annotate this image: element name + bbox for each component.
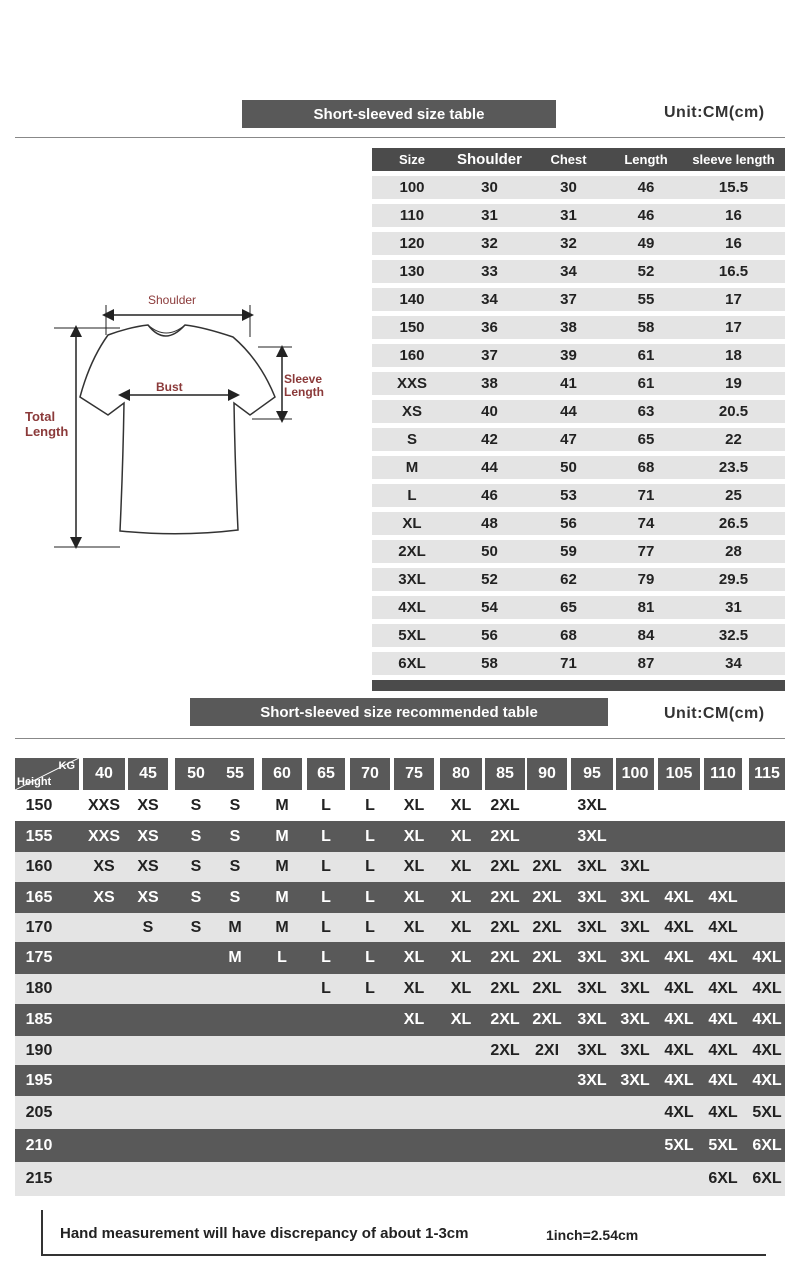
size-table-cell: 18 xyxy=(725,347,742,364)
recommended-size-cell: 2XL xyxy=(490,828,520,845)
size-table-cell: 50 xyxy=(560,459,577,476)
recommended-size-cell: 3XL xyxy=(577,949,607,966)
table-row xyxy=(15,1065,785,1096)
size-table-header-cell: Size xyxy=(398,152,425,167)
weight-header-cell: 70 xyxy=(350,758,390,790)
recommended-size-cell: XS xyxy=(137,858,159,875)
recommended-size-cell: 4XL xyxy=(708,889,738,906)
size-table-cell: 50 xyxy=(481,543,498,560)
table-row xyxy=(372,400,785,423)
recommended-size-cell: XS xyxy=(137,828,159,845)
recommended-size-cell: XL xyxy=(450,858,472,875)
total-length-label xyxy=(25,409,68,439)
height-label: 205 xyxy=(25,1104,53,1121)
recommended-size-cell: 3XL xyxy=(577,919,607,936)
weight-header-cell: 50 xyxy=(175,758,217,790)
table-row xyxy=(15,794,785,818)
size-table-cell: 160 xyxy=(399,347,425,364)
size-table-header-cell: Length xyxy=(624,152,668,167)
table-row xyxy=(15,942,785,974)
weight-header-cell: 45 xyxy=(128,758,168,790)
table-row xyxy=(372,428,785,451)
size-table-cell: 62 xyxy=(560,571,577,588)
size-table-cell: 32 xyxy=(560,235,577,252)
table-row xyxy=(372,484,785,507)
recommended-size-cell: 3XL xyxy=(620,1072,650,1089)
table-row xyxy=(15,821,785,852)
size-table-cell: 34 xyxy=(481,291,498,308)
size-table-cell: S xyxy=(406,431,417,448)
height-label: 165 xyxy=(25,889,53,906)
recommended-size-cell: 4XL xyxy=(708,919,738,936)
total-label-line2: Length xyxy=(25,424,69,439)
size-table-cell: 150 xyxy=(399,319,425,336)
recommended-size-cell: S xyxy=(229,828,241,845)
size-table-cell: 48 xyxy=(481,515,498,532)
size-table-cell: 25 xyxy=(725,487,742,504)
height-label: 195 xyxy=(25,1072,53,1089)
recommended-size-cell: 2XL xyxy=(532,858,562,875)
recommended-size-cell: 3XL xyxy=(620,919,650,936)
recommended-size-cell: L xyxy=(277,949,287,966)
height-label: 170 xyxy=(25,919,53,936)
recommended-size-cell: 4XL xyxy=(708,1072,738,1089)
size-table-cell: XXS xyxy=(396,375,427,392)
size-table-cell: 34 xyxy=(725,655,742,672)
recommended-size-cell: 4XL xyxy=(664,1072,694,1089)
recommended-size-cell: 4XL xyxy=(752,980,782,997)
recommended-size-cell: 4XL xyxy=(708,1011,738,1028)
size-table-cell: 110 xyxy=(399,207,425,224)
size-table-cell: 81 xyxy=(637,599,655,616)
size-table-cell: 54 xyxy=(481,599,498,616)
size-table-cell: 38 xyxy=(560,319,577,336)
recommended-size-cell: XS xyxy=(93,858,115,875)
tshirt-diagram xyxy=(20,285,340,565)
size-table-cell: 31 xyxy=(560,207,577,224)
size-table-cell: 36 xyxy=(481,319,498,336)
size-table-cell: 46 xyxy=(637,207,655,224)
weight-header-cell: 100 xyxy=(616,758,654,790)
size-table-cell: 52 xyxy=(481,571,498,588)
size-table-cell: 34 xyxy=(560,263,577,280)
table-row xyxy=(15,1096,785,1129)
weight-header-cell: 60 xyxy=(262,758,302,790)
size-table-cell: 4XL xyxy=(398,599,426,616)
size-table-cell: 55 xyxy=(637,291,655,308)
height-label: 185 xyxy=(25,1011,53,1028)
recommended-size-cell: S xyxy=(190,919,202,936)
size-table-cell: 22 xyxy=(725,431,742,448)
size-table xyxy=(372,148,785,691)
recommended-size-cell: 2XL xyxy=(532,919,562,936)
table-row xyxy=(372,568,785,591)
table-row xyxy=(15,1004,785,1036)
size-table-cell: 29.5 xyxy=(718,571,749,588)
recommended-size-cell: 6XL xyxy=(752,1137,782,1154)
size-table-cell: 71 xyxy=(560,655,577,672)
recommended-size-cell: 2XL xyxy=(490,858,520,875)
recommended-size-cell: 4XL xyxy=(708,980,738,997)
table-row xyxy=(372,176,785,199)
recommended-size-cell: 6XL xyxy=(708,1170,738,1187)
size-table-unit: Unit:CM(cm) xyxy=(664,104,765,121)
size-table-header-cell: sleeve length xyxy=(692,152,775,167)
size-table-cell: 3XL xyxy=(398,571,426,588)
recommended-size-cell: M xyxy=(228,949,242,966)
weight-header-cell: 95 xyxy=(571,758,613,790)
recommended-size-cell: L xyxy=(321,919,331,936)
table-row xyxy=(372,624,785,647)
recommended-size-cell: 6XL xyxy=(752,1170,782,1187)
table-row xyxy=(15,974,785,1004)
table-row xyxy=(372,288,785,311)
recommended-size-cell: 3XL xyxy=(620,980,650,997)
size-table-cell: 87 xyxy=(637,655,655,672)
recommended-size-cell: 4XL xyxy=(664,949,694,966)
recommended-size-cell: XS xyxy=(137,797,159,814)
recommended-size-cell: L xyxy=(321,949,331,966)
recommended-size-cell: L xyxy=(321,828,331,845)
size-table-cell: 28 xyxy=(725,543,742,560)
recommend-table-title: Short-sleeved size recommended table xyxy=(190,698,608,726)
recommended-size-cell: S xyxy=(229,797,241,814)
recommended-size-cell: M xyxy=(275,828,289,845)
size-table-cell: 59 xyxy=(560,543,577,560)
size-table-cell: XS xyxy=(401,403,422,420)
size-table-cell: 16.5 xyxy=(718,263,749,280)
recommended-size-cell: L xyxy=(321,858,331,875)
recommended-size-cell: 2XL xyxy=(532,949,562,966)
recommended-size-cell: 4XL xyxy=(752,1072,782,1089)
corner-height-label: Height xyxy=(17,776,52,788)
recommended-size-cell: 5XL xyxy=(752,1104,782,1121)
size-table-cell: 31 xyxy=(481,207,498,224)
recommended-size-cell: XL xyxy=(403,797,425,814)
size-table-cell: 31 xyxy=(725,599,742,616)
size-table-cell: 68 xyxy=(637,459,655,476)
sleeve-label-line2: Length xyxy=(284,385,324,399)
height-label: 155 xyxy=(25,828,53,845)
size-table-cell: L xyxy=(407,487,417,504)
recommended-size-cell: 4XL xyxy=(664,1042,694,1059)
table-corner-cell xyxy=(15,758,79,790)
recommended-size-cell: 4XL xyxy=(664,889,694,906)
size-table-cell: 56 xyxy=(481,627,498,644)
recommended-size-cell: 4XL xyxy=(752,1042,782,1059)
size-table-cell: 79 xyxy=(637,571,655,588)
table-row xyxy=(372,512,785,535)
recommended-size-cell: XL xyxy=(403,980,425,997)
size-table-cell: 100 xyxy=(399,179,425,196)
size-table-cell: 23.5 xyxy=(718,459,749,476)
recommended-size-cell: 2XL xyxy=(490,889,520,906)
size-table-cell: 37 xyxy=(560,291,577,308)
inch-conversion-note: 1inch=2.54cm xyxy=(546,1227,639,1243)
size-table-cell: 58 xyxy=(481,655,498,672)
recommended-size-cell: L xyxy=(365,828,375,845)
sleeve-label-line1: Sleeve xyxy=(284,372,323,386)
recommended-size-cell: S xyxy=(229,858,241,875)
recommended-size-cell: 3XL xyxy=(577,980,607,997)
recommended-size-cell: 3XL xyxy=(577,1011,607,1028)
size-table-cell: 44 xyxy=(481,459,498,476)
recommended-size-cell: M xyxy=(275,919,289,936)
recommended-size-cell: L xyxy=(321,889,331,906)
size-table-cell: 32.5 xyxy=(718,627,749,644)
recommended-size-cell: 2XL xyxy=(532,980,562,997)
recommended-size-cell: M xyxy=(228,919,242,936)
size-table-title: Short-sleeved size table xyxy=(242,100,556,128)
size-table-cell: 46 xyxy=(481,487,498,504)
recommended-size-cell: 3XL xyxy=(577,1072,607,1089)
recommended-size-cell: L xyxy=(321,797,331,814)
size-table-cell: 56 xyxy=(560,515,577,532)
recommended-size-cell: XL xyxy=(403,919,425,936)
measurement-note: Hand measurement will have discrepancy of about 1-3cm xyxy=(60,1225,469,1242)
recommended-size-cell: XXS xyxy=(87,828,121,845)
recommended-size-cell: 4XL xyxy=(664,1011,694,1028)
table-row xyxy=(372,456,785,479)
recommended-size-cell: 2XL xyxy=(490,980,520,997)
size-table-cell: 19 xyxy=(725,375,742,392)
size-table-cell: 61 xyxy=(637,375,655,392)
table-row xyxy=(372,232,785,255)
shoulder-label: Shoulder xyxy=(148,293,197,307)
recommended-size-cell: XL xyxy=(450,980,472,997)
recommended-size-cell: XL xyxy=(403,828,425,845)
size-table-cell: 49 xyxy=(637,235,655,252)
recommended-size-cell: 2XL xyxy=(490,797,520,814)
weight-header-cell: 90 xyxy=(527,758,567,790)
recommended-size-cell: S xyxy=(190,828,202,845)
size-table-cell: 74 xyxy=(637,515,655,532)
recommended-size-cell: 2XL xyxy=(532,889,562,906)
recommended-size-cell: L xyxy=(365,919,375,936)
table-row xyxy=(15,1036,785,1065)
recommended-size-cell: 4XL xyxy=(708,1104,738,1121)
size-table-cell: 58 xyxy=(637,319,655,336)
recommended-size-cell: 3XL xyxy=(577,797,607,814)
recommended-size-cell: 3XL xyxy=(577,858,607,875)
size-table-cell: 16 xyxy=(725,235,742,252)
recommended-size-cell: 3XL xyxy=(577,889,607,906)
size-table-cell: XL xyxy=(402,515,422,532)
size-table-cell: 61 xyxy=(637,347,655,364)
size-table-header-cell: Shoulder xyxy=(456,151,522,168)
weight-header-cell: 115 xyxy=(749,758,785,790)
size-table-cell: 42 xyxy=(481,431,498,448)
recommended-size-cell: S xyxy=(190,858,202,875)
size-table-cell: 130 xyxy=(399,263,425,280)
recommended-size-cell: 4XL xyxy=(708,1042,738,1059)
size-table-cell: 37 xyxy=(481,347,498,364)
height-label: 160 xyxy=(25,858,53,875)
weight-header-cell: 75 xyxy=(394,758,434,790)
size-table-cell: 32 xyxy=(481,235,498,252)
recommended-size-cell: L xyxy=(365,980,375,997)
size-table-cell: 30 xyxy=(560,179,577,196)
table-row xyxy=(372,596,785,619)
recommended-size-cell: 4XL xyxy=(708,949,738,966)
recommended-size-cell: M xyxy=(275,858,289,875)
recommended-size-cell: 3XL xyxy=(620,858,650,875)
weight-header-cell: 85 xyxy=(485,758,525,790)
recommended-size-cell: XS xyxy=(137,889,159,906)
recommended-size-cell: 3XL xyxy=(620,1011,650,1028)
table-row xyxy=(372,204,785,227)
recommended-size-cell: XXS xyxy=(87,797,121,814)
recommended-size-cell: M xyxy=(275,889,289,906)
recommended-size-cell: XL xyxy=(450,1011,472,1028)
recommended-size-cell: L xyxy=(365,797,375,814)
size-table-cell: 47 xyxy=(560,431,577,448)
recommended-size-cell: XL xyxy=(403,949,425,966)
size-table-cell: 30 xyxy=(481,179,498,196)
top-divider xyxy=(15,137,785,138)
size-table-cell: 16 xyxy=(725,207,742,224)
recommended-size-cell: XS xyxy=(93,889,115,906)
size-table-cell: 63 xyxy=(637,403,655,420)
recommended-size-cell: L xyxy=(365,858,375,875)
recommended-size-cell: XL xyxy=(450,949,472,966)
size-table-cell: M xyxy=(405,459,419,476)
recommended-size-cell: XL xyxy=(403,1011,425,1028)
total-label-line1: Total xyxy=(25,409,56,424)
size-table-header xyxy=(372,148,785,171)
size-table-cell: 41 xyxy=(560,375,577,392)
size-table-cell: 38 xyxy=(481,375,498,392)
middle-divider xyxy=(15,738,785,739)
recommended-size-cell: L xyxy=(321,980,331,997)
recommended-size-cell: 2XL xyxy=(490,919,520,936)
recommended-size-cell: 4XL xyxy=(664,1104,694,1121)
weight-header-cell: 105 xyxy=(658,758,700,790)
recommend-table-unit: Unit:CM(cm) xyxy=(664,705,765,722)
sleeve-length-label xyxy=(284,373,324,399)
recommended-size-cell: 5XL xyxy=(664,1137,694,1154)
table-row xyxy=(15,852,785,882)
height-label: 210 xyxy=(25,1137,53,1154)
size-table-cell: 71 xyxy=(637,487,655,504)
recommended-size-cell: 2XL xyxy=(532,1011,562,1028)
recommended-size-cell: XL xyxy=(450,919,472,936)
size-table-cell: 15.5 xyxy=(718,179,749,196)
height-label: 215 xyxy=(25,1170,53,1187)
table-row xyxy=(372,540,785,563)
recommended-size-cell: 3XL xyxy=(620,889,650,906)
size-table-cell: 65 xyxy=(560,599,577,616)
table-row xyxy=(372,372,785,395)
table-row xyxy=(372,344,785,367)
recommended-size-cell: S xyxy=(190,889,202,906)
corner-kg-label: KG xyxy=(58,760,75,772)
size-table-cell: 65 xyxy=(637,431,655,448)
weight-header-cell: 65 xyxy=(307,758,345,790)
recommended-size-cell: M xyxy=(275,797,289,814)
recommended-size-cell: 5XL xyxy=(708,1137,738,1154)
recommended-size-cell: 3XL xyxy=(577,1042,607,1059)
recommended-size-cell: XL xyxy=(450,889,472,906)
height-label: 190 xyxy=(25,1042,53,1059)
recommended-size-cell: 2XL xyxy=(490,1011,520,1028)
recommended-size-cell: XL xyxy=(403,889,425,906)
recommended-size-cell: 3XL xyxy=(620,949,650,966)
size-table-cell: 68 xyxy=(560,627,577,644)
recommended-size-cell: 2XL xyxy=(490,949,520,966)
weight-header-cell: 55 xyxy=(216,758,254,790)
recommended-size-cell: XL xyxy=(403,858,425,875)
height-label: 175 xyxy=(25,949,53,966)
recommended-size-cell: L xyxy=(365,949,375,966)
recommended-size-cell: 3XL xyxy=(620,1042,650,1059)
size-table-cell: 53 xyxy=(560,487,577,504)
recommended-size-cell: S xyxy=(142,919,154,936)
size-table-cell: 2XL xyxy=(398,543,426,560)
size-table-cell: 6XL xyxy=(398,655,426,672)
size-table-cell: 46 xyxy=(637,179,655,196)
size-table-cell: 17 xyxy=(725,319,742,336)
recommended-size-cell: 4XL xyxy=(752,1011,782,1028)
table-row xyxy=(15,882,785,913)
recommended-size-cell: S xyxy=(190,797,202,814)
height-label: 150 xyxy=(25,797,53,814)
recommended-size-cell: 4XL xyxy=(752,949,782,966)
size-table-cell: 77 xyxy=(637,543,655,560)
size-table-cell: 17 xyxy=(725,291,742,308)
size-table-cell: 39 xyxy=(560,347,577,364)
size-table-cell: 44 xyxy=(560,403,577,420)
weight-header-cell: 40 xyxy=(83,758,125,790)
size-table-cell: 84 xyxy=(637,627,655,644)
table-row xyxy=(372,260,785,283)
weight-header-cell: 110 xyxy=(704,758,742,790)
table-row xyxy=(372,652,785,675)
size-table-cell: 5XL xyxy=(398,627,426,644)
recommended-size-cell: 3XL xyxy=(577,828,607,845)
recommended-size-cell: 2XI xyxy=(534,1042,560,1059)
size-table-cell: 52 xyxy=(637,263,655,280)
size-table-cell: 33 xyxy=(481,263,498,280)
table-row xyxy=(15,1162,785,1196)
size-table-cell: 120 xyxy=(399,235,425,252)
recommended-size-cell: XL xyxy=(450,828,472,845)
height-label: 180 xyxy=(25,980,53,997)
recommended-size-cell: XL xyxy=(450,797,472,814)
weight-header-cell: 80 xyxy=(440,758,482,790)
recommended-size-cell: L xyxy=(365,889,375,906)
recommended-size-cell: 4XL xyxy=(664,980,694,997)
table-row xyxy=(15,1129,785,1162)
size-table-cell: 20.5 xyxy=(718,403,749,420)
size-table-cell: 26.5 xyxy=(718,515,749,532)
size-table-footer-bar xyxy=(372,680,785,691)
table-row xyxy=(15,913,785,942)
table-row xyxy=(372,316,785,339)
recommended-size-cell: 4XL xyxy=(664,919,694,936)
bust-label: Bust xyxy=(156,380,183,394)
size-table-header-cell: Chest xyxy=(550,152,587,167)
size-table-cell: 140 xyxy=(399,291,425,308)
recommended-size-cell: S xyxy=(229,889,241,906)
size-table-cell: 40 xyxy=(481,403,498,420)
recommended-size-cell: 2XL xyxy=(490,1042,520,1059)
